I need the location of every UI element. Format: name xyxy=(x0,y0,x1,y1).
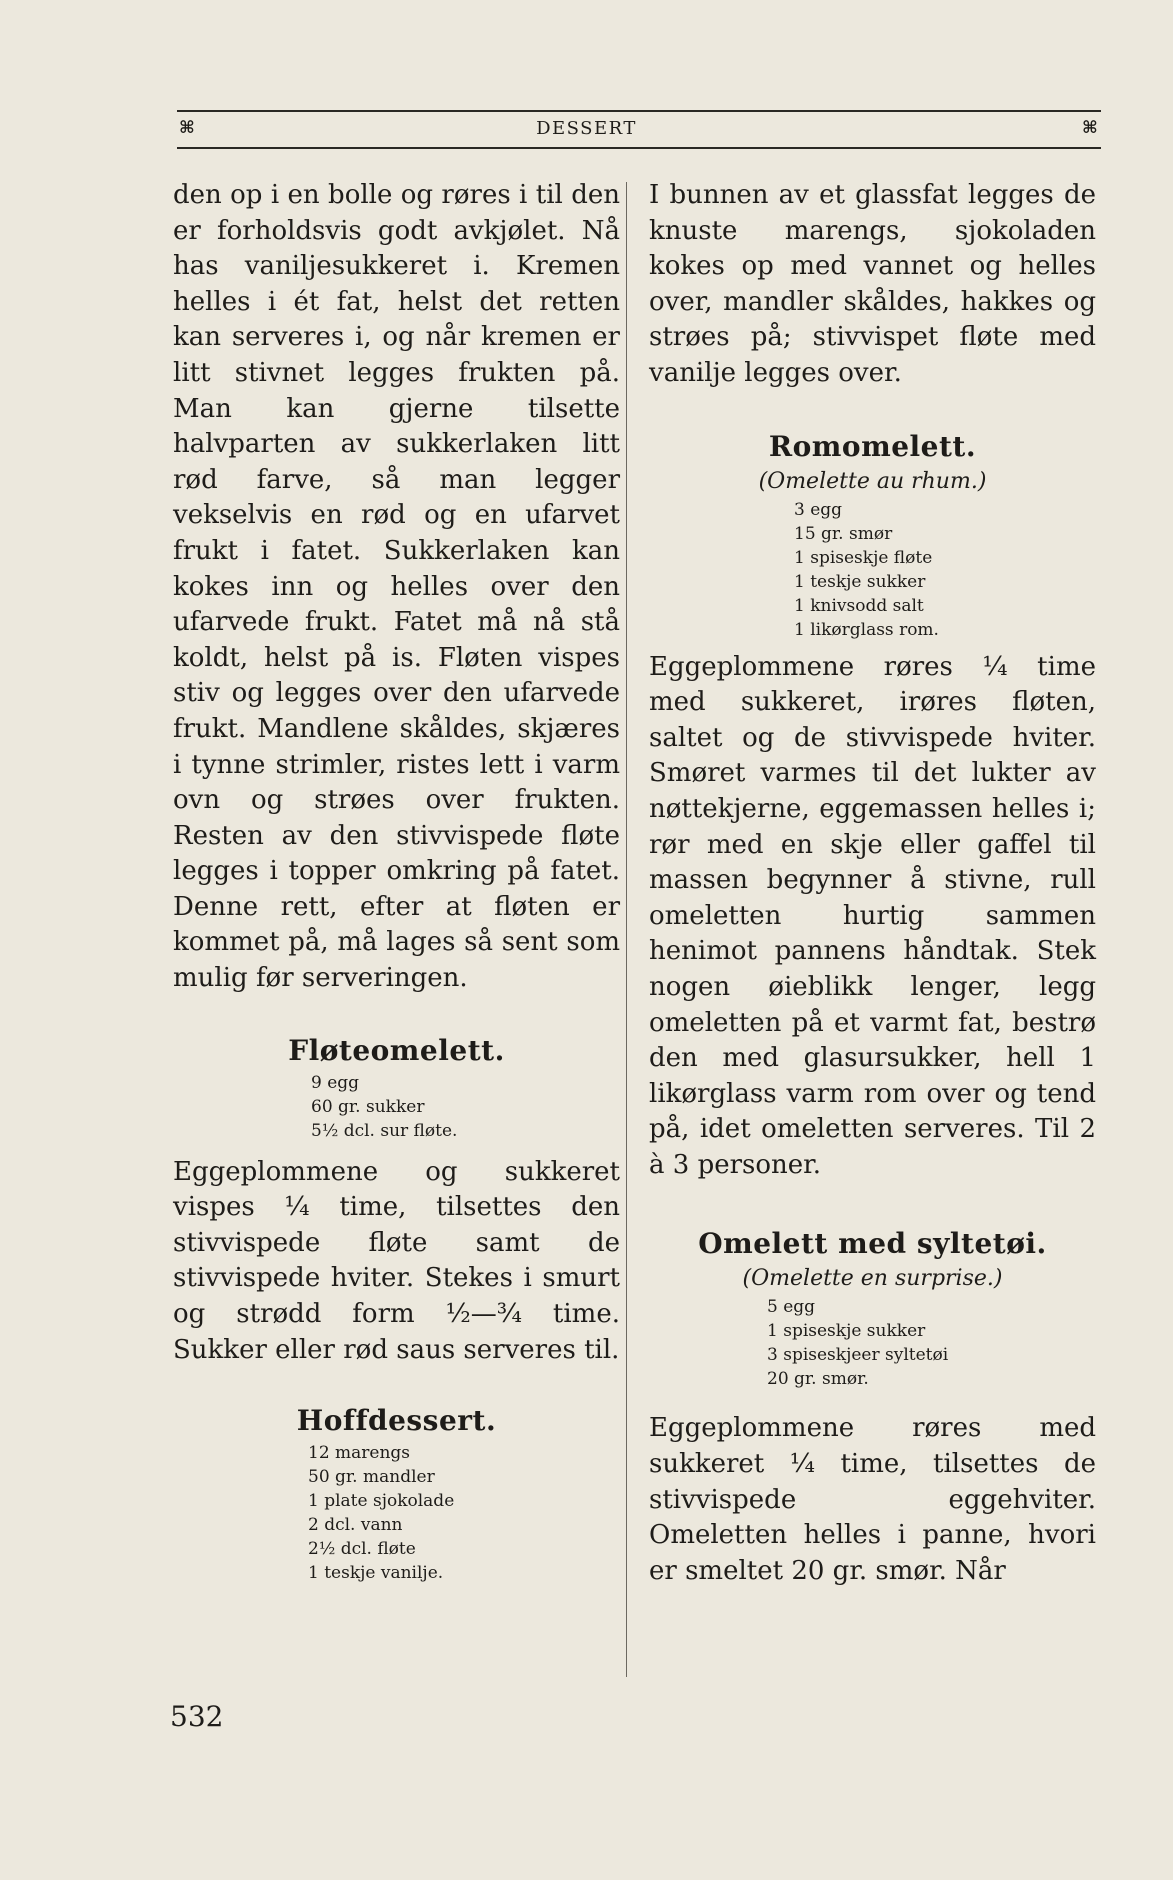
ingredient-item: 1 spiseskje fløte xyxy=(794,547,933,568)
recipe-title-floteomelett: Fløteomelett. xyxy=(288,1033,505,1067)
recipe-title-syltetoi: Omelett med syltetøi. xyxy=(698,1227,1047,1261)
recipe-text-syltetoi: Eggeplommene røres med sukkeret ¼ time, tilsettes de stivvispede eggehviter. Omeletten helles i panne, hvori er smeltet 20 gr. smør. Når xyxy=(649,1413,1096,1586)
ingredient-list-floteomelett xyxy=(311,1071,620,1143)
ingredient-list-syltetoi xyxy=(767,1295,1096,1391)
ingredient-item: 9 egg xyxy=(311,1072,360,1093)
left-column xyxy=(173,178,620,1585)
recipe-text-floteomelett: Eggeplommene og sukkeret vispes ¼ time, tilsettes den stivvispede fløte samt de stivvispede hviter. Stekes i smurt og strødd form ½—¾ time. Sukker eller rød saus serveres til. xyxy=(173,1156,620,1365)
header-ornament-left-icon: ⌘ xyxy=(179,118,195,138)
ingredient-item: 15 gr. smør xyxy=(794,523,893,544)
ingredient-item: 2½ dcl. fløte xyxy=(308,1539,416,1560)
ingredient-item: 12 marengs xyxy=(308,1443,411,1464)
right-column xyxy=(649,178,1096,1589)
hoffdessert-instructions: I bunnen av et glassfat legges de knuste marengs, sjokoladen kokes op med vannet og helles over, mandler skåldes, hakkes og strøes på; stivvispet fløte med vanilje legges over. xyxy=(649,180,1096,388)
header-rule-bottom xyxy=(177,147,1101,149)
recipe-title-romomelett: Romomelett. xyxy=(768,429,977,463)
ingredient-list-hoffdessert xyxy=(308,1441,620,1585)
ingredient-item: 3 spiseskjeer syltetøi xyxy=(767,1345,949,1366)
ingredient-item: 50 gr. mandler xyxy=(308,1467,435,1488)
recipe-title-hoffdessert: Hoffdessert. xyxy=(296,1404,497,1438)
ingredient-item: 1 teskje vanilje. xyxy=(308,1563,444,1584)
ingredient-item: 5 egg xyxy=(767,1297,816,1318)
ingredient-item: 60 gr. sukker xyxy=(311,1096,425,1117)
ingredient-item: 20 gr. smør. xyxy=(767,1369,869,1390)
recipe-subtitle-romomelett: (Omelette au rhum.) xyxy=(758,468,987,494)
ingredient-item: 1 knivsodd salt xyxy=(794,595,924,616)
ingredient-item: 1 teskje sukker xyxy=(794,571,926,592)
ingredient-list-romomelett xyxy=(794,498,1096,642)
recipe-text-romomelett: Eggeplommene røres ¼ time med sukkeret, irøres fløten, saltet og de stivvispede hviter. Smøret varmes til det lukter av nøttekjerne, eggemassen helles i; rør med en skje eller gaffel til massen begynner å stivne, rull omeletten hurtig sammen henimot pannens håndtak. Stek nogen øieblikk lenger, legg omeletten på et varmt fat, bestrø den med glasursukker, hell 1 likørglass varm rom over og tend på, idet omeletten serveres. Til 2 à 3 personer. xyxy=(649,651,1096,1180)
ingredient-item: 1 likørglass rom. xyxy=(794,619,939,640)
recipe-subtitle-syltetoi: (Omelette en surprise.) xyxy=(742,1266,1003,1292)
ingredient-item: 2 dcl. vann xyxy=(308,1515,403,1536)
column-divider xyxy=(626,182,627,1677)
running-header: DESSERT xyxy=(536,118,637,139)
header-rule-top xyxy=(177,110,1101,112)
ingredient-item: 3 egg xyxy=(794,499,843,520)
page-number: 532 xyxy=(170,1700,224,1733)
ingredient-item: 5½ dcl. sur fløte. xyxy=(311,1120,458,1141)
continued-paragraph: den op i en bolle og røres i til den er forholdsvis godt avkjølet. Nå has vaniljesukkeret i. Kremen helles i ét fat, helst det retten kan serveres i, og når kremen er litt stivnet legges frukten på. Man kan gjerne tilsette halvparten av sukkerlaken litt rød farve, så man legger vekselvis en rød og en ufarvet frukt i fatet. Sukkerlaken kan kokes inn og helles over den ufarvede frukt. Fatet må nå stå koldt, helst på is. Fløten vispes stiv og legges over den ufarvede frukt. Mandlene skåldes, skjæres i tynne strimler, ristes lett i varm ovn og strøes over frukten. Resten av den stivvispede fløte legges i topper omkring på fatet. Denne rett, efter at fløten er kommet på, må lages så sent som mulig før serveringen. xyxy=(173,180,620,994)
header-ornament-right-icon: ⌘ xyxy=(1082,118,1098,138)
ingredient-item: 1 spiseskje sukker xyxy=(767,1321,926,1342)
ingredient-item: 1 plate sjokolade xyxy=(308,1491,455,1512)
